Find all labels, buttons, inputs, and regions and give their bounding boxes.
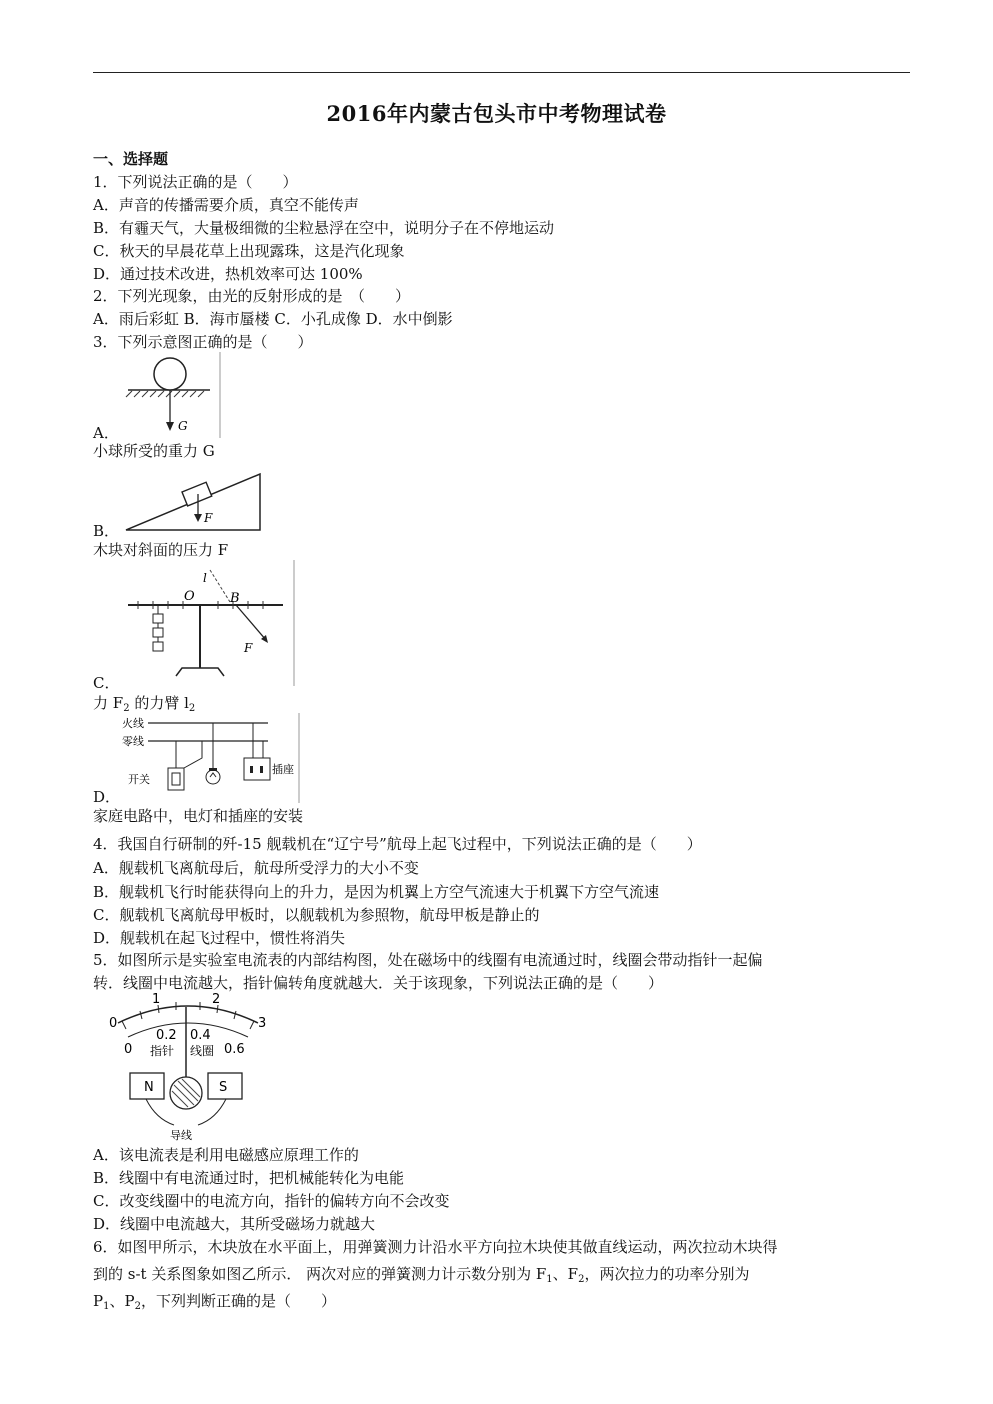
q5-scale-inner-1: 0.2 (156, 1028, 177, 1043)
q5-option-a: A．该电流表是利用电磁感应原理工作的 (93, 1146, 359, 1164)
q5-option-d: D．线圈中电流越大，其所受磁场力就越大 (93, 1215, 376, 1233)
q3-a-label: A． (93, 424, 119, 442)
q3-c-b-label: B (230, 591, 240, 606)
q5-scale-outer-3: 3 (258, 1016, 267, 1031)
q3-figure-b (120, 470, 265, 536)
q3-c-o-label: O (184, 589, 195, 604)
q5-stem-line1: 5．如图所示是实验室电流表的内部结构图，处在磁场中的线圈有电流通过时，线圈会带动指针一起偏 (93, 951, 763, 969)
q3-figure-c (118, 560, 298, 688)
q3-stem: 3．下列示意图正确的是（ ） (93, 333, 313, 351)
q5-scale-outer-2: 2 (212, 993, 221, 1007)
q3-d-caption: 家庭电路中，电灯和插座的安装 (93, 807, 304, 825)
q3-c-label: C． (93, 674, 120, 692)
q6-stem-line1: 6．如图甲所示，木块放在水平面上，用弹簧测力计沿水平方向拉木块使其做直线运动，两次拉动木块得 (93, 1238, 778, 1256)
q1-option-d: D．通过技术改进，热机效率可达 100% (93, 265, 363, 283)
q3-c-caption: 力 $F_2$ 的力臂 $l_2$ (93, 694, 196, 714)
q5-scale-inner-2: 0.4 (190, 1028, 211, 1043)
q3-d-switch-label: 开关 (128, 773, 150, 786)
q6-stem-line3: $P_1$、$P_2$，下列判断正确的是（ ） (93, 1292, 336, 1312)
q5-scale-outer-1: 1 (152, 993, 161, 1007)
q4-option-d: D．舰载机在起飞过程中，惯性将消失 (93, 929, 346, 947)
q1-option-c: C．秋天的早晨花草上出现露珠，这是汽化现象 (93, 242, 405, 260)
q5-scale-outer-0: 0 (109, 1016, 118, 1031)
page-title: 2016年内蒙古包头市中考物理试卷 (326, 101, 667, 126)
header-rule (93, 72, 910, 73)
q3-d-live-label: 火线 (122, 717, 144, 730)
q3-figure-a (120, 352, 225, 440)
q3-b-caption: 木块对斜面的压力 F (93, 541, 229, 559)
q5-wire-label: 导线 (170, 1129, 192, 1141)
q5-figure-ammeter (100, 993, 275, 1141)
q2-options: A．雨后彩虹 B．海市蜃楼 C．小孔成像 D．水中倒影 (93, 310, 453, 328)
q6-stem-line2: 到的 s-t 关系图象如图乙所示． 两次对应的弹簧测力计示数分别为 $F_1$、$F_2$，两次拉力的功率分别为 (93, 1265, 750, 1285)
q4-option-b: B．舰载机飞行时能获得向上的升力，是因为机翼上方空气流速大于机翼下方空气流速 (93, 883, 660, 901)
q5-stem-line2: 转．线圈中电流越大，指针偏转角度就越大．关于该现象，下列说法正确的是（ ） (93, 974, 664, 992)
q3-c-f-label: F (244, 641, 253, 655)
q3-d-label: D． (93, 788, 121, 806)
section-heading: 一、选择题 (93, 150, 169, 168)
q2-stem: 2．下列光现象，由光的反射形成的是 （ ） (93, 287, 411, 305)
q5-coil-label: 线圈 (190, 1044, 215, 1058)
q5-scale-inner-0: 0 (124, 1042, 133, 1057)
q3-a-caption: 小球所受的重力 G (93, 442, 215, 460)
q3-b-label: B． (93, 522, 120, 540)
q5-option-b: B．线圈中有电流通过时，把机械能转化为电能 (93, 1169, 405, 1187)
q3-c-l-label: l (203, 571, 207, 585)
q1-option-a: A．声音的传播需要介质，真空不能传声 (93, 196, 359, 214)
q3-d-socket-label: 插座 (272, 763, 294, 776)
q5-south-label: S (219, 1080, 228, 1095)
q5-option-c: C．改变线圈中的电流方向，指针的偏转方向不会改变 (93, 1192, 450, 1210)
q4-option-c: C．舰载机飞离航母甲板时，以舰载机为参照物，航母甲板是静止的 (93, 906, 540, 924)
q3-figure-d (118, 713, 303, 805)
q5-pointer-label: 指针 (150, 1044, 175, 1058)
q1-option-b: B．有霾天气，大量极细微的尘粒悬浮在空中，说明分子在不停地运动 (93, 219, 555, 237)
q4-option-a: A．舰载机飞离航母后，航母所受浮力的大小不变 (93, 859, 419, 877)
q4-stem: 4．我国自行研制的歼-15 舰载机在“辽宁号”航母上起飞过程中，下列说法正确的是（ ） (93, 835, 702, 853)
q3-d-neutral-label: 零线 (122, 735, 144, 748)
q5-north-label: N (144, 1080, 154, 1095)
q3-a-g-label: G (178, 419, 188, 433)
q1-stem: 1．下列说法正确的是（ ） (93, 173, 298, 191)
q3-b-f-label: F (204, 511, 213, 525)
q5-scale-inner-3: 0.6 (224, 1042, 245, 1057)
